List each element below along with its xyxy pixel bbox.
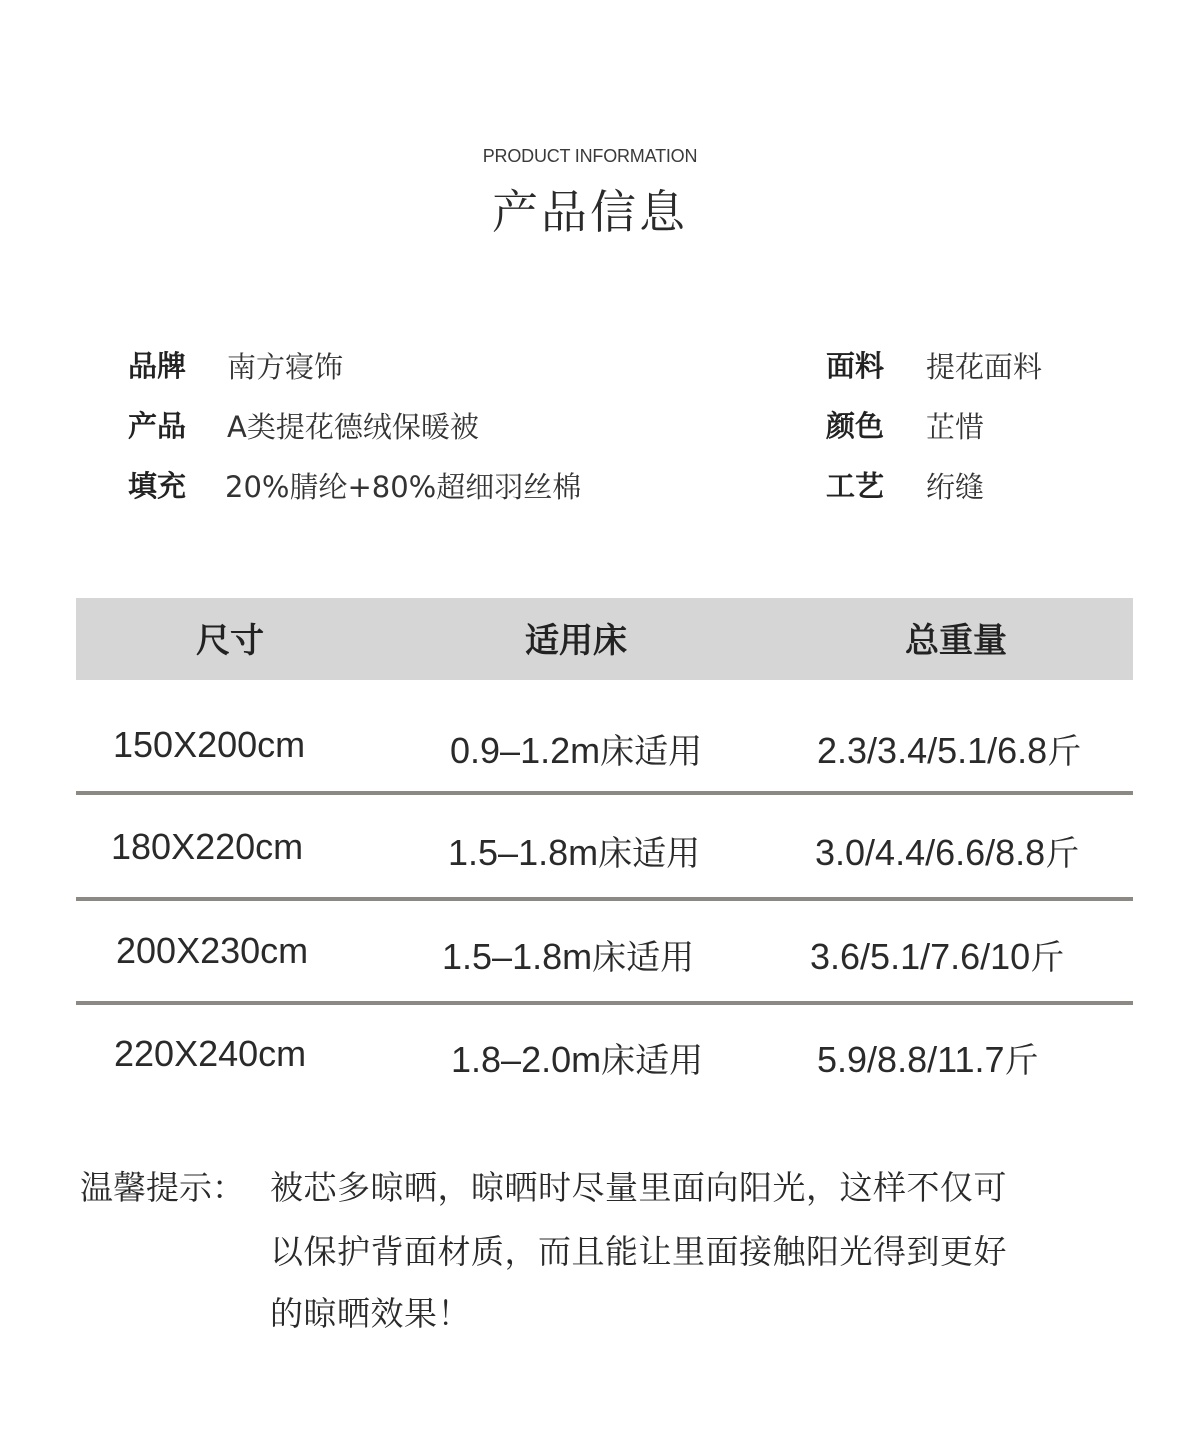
info-value-fabric: 提花面料 <box>926 350 1043 384</box>
cell-weight <box>815 826 1079 875</box>
cell-bed-range: 1.5–1.8m <box>448 832 599 873</box>
cell-size: 150X200cm <box>113 724 306 765</box>
cell-bed-text: 床适用 <box>600 732 703 772</box>
cell-bed <box>442 930 694 979</box>
cell-weight <box>810 930 1064 979</box>
page-title: 产品信息 <box>492 185 688 239</box>
row-divider <box>76 1001 1133 1005</box>
cell-bed-text: 床适用 <box>592 938 695 978</box>
tip-line: 的晾晒效果！ <box>270 1294 471 1333</box>
row-divider <box>76 791 1133 795</box>
cell-weight-unit: 斤 <box>1030 938 1065 978</box>
info-label-product: 产品 <box>128 409 187 443</box>
row-divider <box>76 897 1133 901</box>
cell-size: 180X220cm <box>111 826 304 867</box>
cell-bed-range: 1.5–1.8m <box>442 936 593 977</box>
info-label-brand: 品牌 <box>128 349 187 383</box>
cell-weight-unit: 斤 <box>1047 732 1082 772</box>
cell-bed-text: 床适用 <box>598 834 701 874</box>
tip-line: 以保护背面材质，而且能让里面接触阳光得到更好 <box>270 1232 1007 1271</box>
info-value-filling: 20%腈纶+80%超细羽丝棉 <box>225 470 582 504</box>
tip-label: 温馨提示： <box>80 1168 245 1207</box>
tip-line: 被芯多晾晒，晾晒时尽量里面向阳光，这样不仅可 <box>270 1168 1007 1207</box>
cell-weight <box>817 724 1081 773</box>
cell-size: 200X230cm <box>116 930 309 971</box>
cell-bed-range: 0.9–1.2m <box>450 730 601 771</box>
info-value-product: A类提花德绒保暖被 <box>227 410 479 444</box>
cell-bed-text: 床适用 <box>601 1041 704 1081</box>
table-header <box>76 598 1133 680</box>
cell-weight-unit: 斤 <box>1045 834 1080 874</box>
section-subtitle: PRODUCT INFORMATION <box>482 146 698 166</box>
cell-weight-values: 2.3/3.4/5.1/6.8 <box>817 730 1048 771</box>
table-header-weight: 总重量 <box>905 621 1007 661</box>
info-value-brand: 南方寝饰 <box>227 350 344 384</box>
cell-bed-range: 1.8–2.0m <box>451 1039 602 1080</box>
info-value-color: 芷惜 <box>926 410 985 444</box>
cell-weight-values: 3.6/5.1/7.6/10 <box>810 936 1031 977</box>
info-label-craft: 工艺 <box>826 469 885 503</box>
cell-bed <box>450 724 702 773</box>
info-label-color: 颜色 <box>826 409 885 443</box>
cell-size: 220X240cm <box>114 1033 307 1074</box>
cell-weight-values: 3.0/4.4/6.6/8.8 <box>815 832 1046 873</box>
cell-weight <box>817 1033 1039 1082</box>
cell-weight-unit: 斤 <box>1004 1041 1039 1081</box>
cell-weight-values: 5.9/8.8/11.7 <box>817 1039 1005 1080</box>
table-header-size: 尺寸 <box>196 621 264 661</box>
cell-bed <box>451 1033 703 1082</box>
table-header-bed: 适用床 <box>525 621 627 661</box>
info-label-fabric: 面料 <box>826 349 885 383</box>
info-label-filling: 填充 <box>128 469 187 503</box>
cell-bed <box>448 826 700 875</box>
info-value-craft: 绗缝 <box>926 470 985 504</box>
